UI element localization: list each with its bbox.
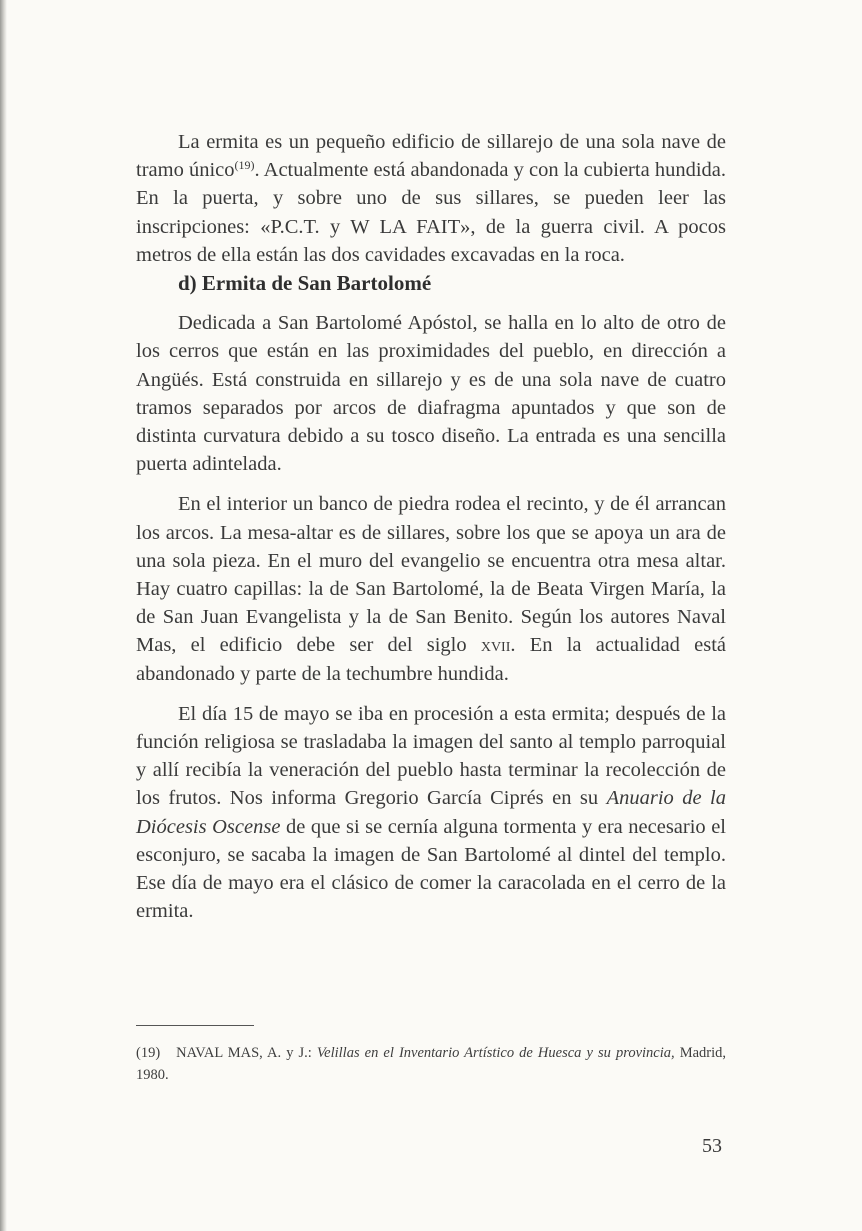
paragraph-2: Dedicada a San Bartolomé Apóstol, se halla en lo alto de otro de los cerros que están en las proximidades del pueblo, en dirección a Angüés. Está construida en sillarejo y es de una sola nave de cuatro tramos separados por arcos de diafragma apuntados y que son de distinta curvatura debido a su tosco diseño. La entrada es una sencilla puerta adintelada. [136, 312, 726, 476]
footnote-publication: Madrid, 1980. [136, 1045, 727, 1083]
book-title: Anuario de la Diócesis Oscense [136, 787, 726, 838]
footnote-number: (19) [136, 1045, 161, 1061]
section-heading: d) Ermita de San Bartolomé [178, 271, 432, 296]
footnote [136, 1042, 726, 1086]
paragraph-3-text: En el interior un banco de piedra rodea el recinto, y de él arrancan los arcos. La mesa-altar es de sillares, sobre los que se apoya un ara de una sola pieza. En el muro del evangelio se encuentra otra mesa altar. Hay cuatro capillas: la de San Bartolomé, la de Beata Virgen María, la de San Juan Evangelista y la de San Benito. Según los autores Naval Mas, el edificio debe ser del siglo [136, 493, 726, 657]
page-number: 53 [702, 1135, 722, 1157]
paragraph-1-text: La ermita es un pequeño edificio de sillarejo de una sola nave de tramo único [136, 131, 726, 182]
century-numeral: xvii [480, 634, 511, 657]
footnote-divider [136, 1025, 254, 1026]
paragraph-3 [136, 490, 726, 687]
paragraph-3-continuation: . En la actualidad está abandonado y parte de la techumbre hundida. [136, 634, 727, 685]
paragraph-1-continuation: . Actualmente está abandonada y con la cubierta hundida. En la puerta, y sobre uno de sus sillares, se pueden leer las inscripciones: «P.C.T. y W LA FAIT», de la guerra civil. A pocos metros de ella están las dos cavidades excavadas en la roca. [136, 159, 726, 266]
paragraph-4-continuation: de que si se cernía alguna tormenta y era necesario el esconjuro, se sacaba la imagen de San Bartolomé al dintel del templo. Ese día de mayo era el clásico de comer la caracolada en el cerro de la ermita. [136, 815, 726, 923]
footnote-authors: NAVAL MAS, A. y J.: [176, 1045, 312, 1061]
paragraph-4 [136, 700, 726, 926]
page-binding-edge [0, 0, 7, 1231]
footnote-title: Velillas en el Inventario Artístico de Huesca y su provincia, [316, 1045, 675, 1061]
paragraph-1 [136, 128, 726, 269]
footnote-reference: (19) [234, 158, 255, 173]
main-text [136, 128, 726, 937]
paragraph-4-text: El día 15 de mayo se iba en procesión a esta ermita; después de la función religiosa se trasladaba la imagen del santo al templo parroquial y allí recibía la veneración del pueblo hasta terminar la recolección de los frutos. Nos informa Gregorio García Ciprés en su [136, 702, 726, 810]
